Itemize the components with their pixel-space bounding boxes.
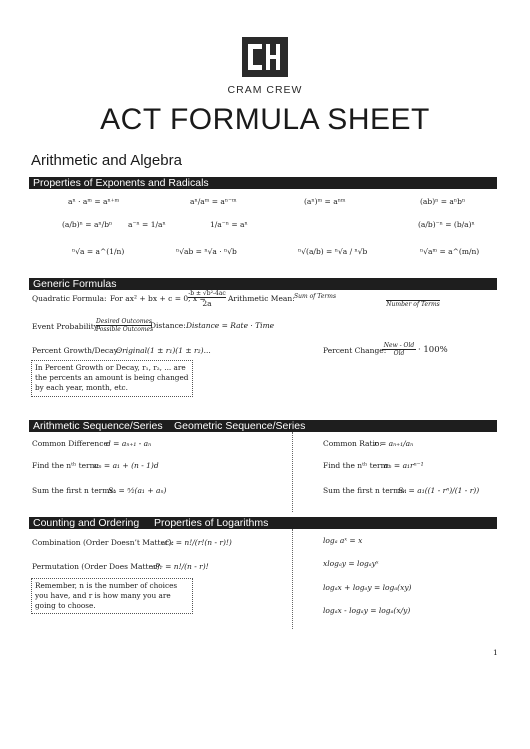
percent-change-tail: · 100% — [418, 345, 448, 355]
exp-fraction-power: (a/b)ⁿ = aⁿ/bⁿ — [62, 220, 113, 229]
exponents-bar — [29, 177, 497, 189]
probability-numerator: Desired Outcomes — [96, 318, 153, 325]
percent-change-denominator: Old — [393, 350, 405, 357]
combination-label: Combination (Order Doesn’t Matter): — [32, 538, 174, 547]
quadratic-denominator: 2a — [202, 299, 212, 308]
common-difference-formula: d = aₙ₊₁ - aₙ — [106, 439, 152, 448]
arith-nth-formula: aₙ = a₁ + (n - 1)d — [94, 461, 159, 470]
exp-power-rule: (aⁿ)ᵐ = aⁿᵐ — [304, 197, 346, 206]
exp-product-rule: aⁿ · aᵐ = aⁿ⁺ᵐ — [68, 197, 120, 206]
page-number: 1 — [493, 648, 498, 657]
exponents-heading: Properties of Exponents and Radicals — [33, 177, 209, 189]
radical-quotient: ⁿ√(a/b) = ⁿ√a / ⁿ√b — [298, 247, 368, 256]
exp-negative-reciprocal: 1/a⁻ⁿ = aⁿ — [210, 220, 248, 229]
log-product-rule: logₐx + logₐy = logₐ(xy) — [323, 583, 412, 592]
sequences-divider — [292, 432, 293, 512]
radical-power: ⁿ√aᵐ = a^(m/n) — [420, 247, 480, 256]
exp-product-power: (ab)ⁿ = aⁿbⁿ — [420, 197, 466, 206]
section-title: Arithmetic and Algebra — [31, 152, 182, 169]
mean-numerator: Sum of Terms — [294, 293, 337, 300]
mean-label: Arithmetic Mean: — [228, 294, 295, 303]
growth-label: Percent Growth/Decay: — [32, 346, 121, 355]
quadratic-label: Quadratic Formula: — [32, 294, 107, 303]
logarithms-heading: Properties of Logarithms — [154, 517, 269, 529]
radical-product: ⁿ√ab = ⁿ√a · ⁿ√b — [176, 247, 237, 256]
exp-negative-power: a⁻ⁿ = 1/aⁿ — [128, 220, 166, 229]
arithmetic-heading: Arithmetic Sequence/Series — [33, 420, 163, 432]
probability-denominator: Possible Outcomes — [96, 326, 154, 333]
sequences-bar — [29, 420, 497, 432]
cram-crew-logo — [242, 37, 288, 77]
log-quotient-rule: logₐx - logₐy = logₐ(x/y) — [323, 606, 411, 615]
geo-sum-formula: Sₙ = a₁((1 - rⁿ)/(1 - r)) — [398, 486, 480, 495]
growth-equation: Original(1 ± r₁)(1 ± r₂)... — [116, 346, 211, 355]
exp-fraction-negative: (a/b)⁻ⁿ = (b/a)ⁿ — [418, 220, 475, 229]
growth-note: In Percent Growth or Decay, r₁, r₂, ... are the percents an amount is being changed by each year, month, etc. — [31, 360, 193, 397]
common-difference-label: Common Difference: — [32, 439, 111, 448]
common-ratio-formula: r = aₙ₊₁/aₙ — [374, 439, 414, 448]
log-power-rule: xlogₐy = logₐyˣ — [323, 559, 379, 568]
generic-bar — [29, 278, 497, 290]
geo-nth-label: Find the nᵗʰ term: — [323, 461, 391, 470]
radical-definition: ⁿ√a = a^(1/n) — [72, 247, 125, 256]
permutation-label: Permutation (Order Does Matter): — [32, 562, 163, 571]
generic-heading: Generic Formulas — [33, 278, 117, 290]
common-ratio-label: Common Ratio: — [323, 439, 382, 448]
quadratic-numerator: -b ± √b²-4ac — [188, 290, 226, 297]
counting-bar — [29, 517, 497, 529]
permutation-formula: ₙPᵣ = n!/(n - r)! — [152, 562, 209, 571]
distance-equation: Distance = Rate · Time — [186, 321, 275, 330]
combination-formula: ₙCᵣ = n!/(r!(n - r)!) — [162, 538, 232, 547]
counting-heading: Counting and Ordering — [33, 517, 140, 529]
page-title: ACT FORMULA SHEET — [100, 103, 430, 136]
mean-denominator: Number of Terms — [386, 301, 440, 308]
counting-note: Remember, n is the number of choices you have, and r is how many you are going to choose. — [31, 578, 193, 614]
brand-name: CRAM CREW — [227, 84, 303, 96]
arith-sum-label: Sum the first n terms: — [32, 486, 116, 495]
percent-change-label: Percent Change: — [323, 346, 387, 355]
arith-nth-label: Find the nᵗʰ term: — [32, 461, 100, 470]
geo-nth-formula: aₙ = a₁rⁿ⁻¹ — [384, 461, 424, 470]
counting-divider — [292, 529, 293, 629]
geometric-heading: Geometric Sequence/Series — [174, 420, 306, 432]
probability-label: Event Probability: — [32, 322, 101, 331]
log-identity: logₐ aˣ = x — [323, 536, 363, 545]
quadratic-equation: For ax² + bx + c = 0, x = — [110, 294, 206, 303]
percent-change-numerator: New - Old — [383, 342, 415, 349]
distance-label: Distance: — [150, 321, 186, 330]
arith-sum-formula: Sₙ = ⁿ⁄₂(a₁ + aₙ) — [108, 486, 167, 495]
geo-sum-label: Sum the first n terms: — [323, 486, 407, 495]
exp-quotient-rule: aⁿ/aᵐ = aⁿ⁻ᵐ — [190, 197, 237, 206]
